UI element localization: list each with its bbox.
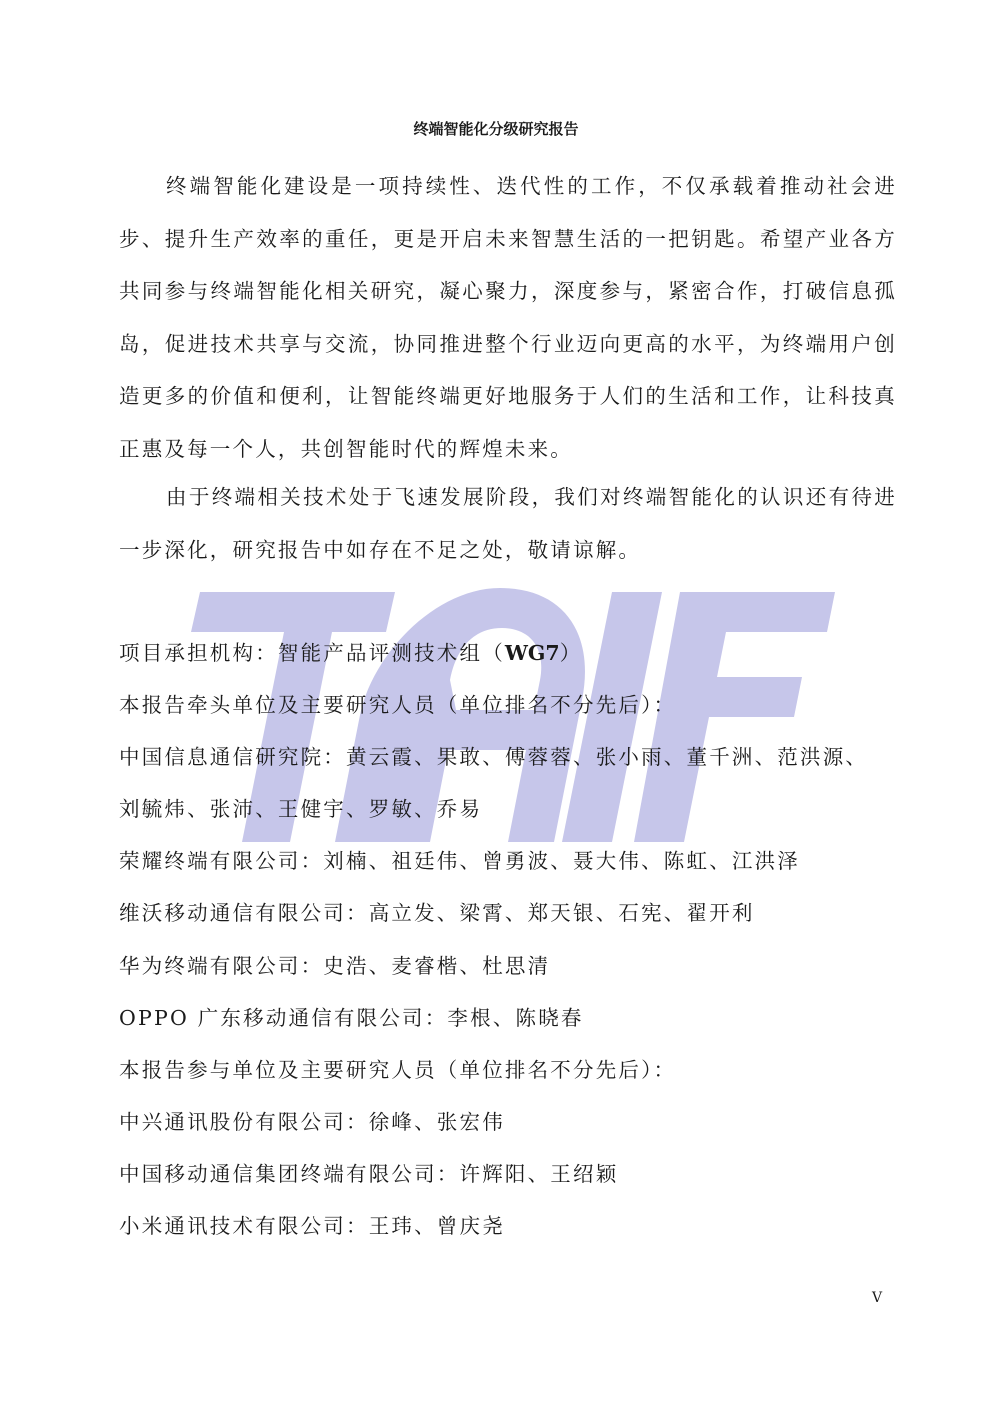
lead-unit-line: 刘毓炜、张沛、王健宇、罗敏、乔易 [119, 797, 483, 822]
participant-unit-line: 中兴通讯股份有限公司：徐峰、张宏伟 [119, 1109, 505, 1134]
lead-unit-line: 中国信息通信研究院：黄云霞、果敢、傅蓉蓉、张小雨、董千洲、范洪源、 [119, 745, 869, 770]
lead-unit-line: OPPO 广东移动通信有限公司：李根、陈晓春 [119, 1005, 584, 1030]
lead-unit-line: 荣耀终端有限公司：刘楠、祖廷伟、曾勇波、聂大伟、陈虹、江洪泽 [119, 849, 800, 874]
lead-unit-line: 维沃移动通信有限公司：高立发、梁霄、郑天银、石宪、翟开利 [119, 901, 755, 926]
participant-unit-line: 小米通讯技术有限公司：王玮、曾庆尧 [119, 1214, 505, 1239]
participant-units-heading: 本报告参与单位及主要研究人员（单位排名不分先后）： [119, 1057, 677, 1082]
undertaker-code: WG7 [504, 641, 560, 665]
lead-units-heading: 本报告牵头单位及主要研究人员（单位排名不分先后）： [119, 693, 677, 718]
undertaker-line [119, 627, 909, 679]
undertaker-prefix: 项目承担机构：智能产品评测技术组（ [119, 641, 505, 665]
lead-unit-line: 华为终端有限公司：史浩、麦睿楷、杜思清 [119, 953, 551, 978]
contributors-list [119, 627, 909, 1252]
disclaimer-paragraph: 由于终端相关技术处于飞速发展阶段，我们对终端智能化的认识还有待进一步深化，研究报告中如存在不足之处，敬请谅解。 [119, 485, 897, 562]
participant-unit-line: 中国移动通信集团终端有限公司：许辉阳、王绍颖 [119, 1161, 619, 1186]
intro-paragraph: 终端智能化建设是一项持续性、迭代性的工作，不仅承载着推动社会进步、提升生产效率的重任，更是开启未来智慧生活的一把钥匙。希望产业各方共同参与终端智能化相关研究，凝心聚力，深度参与，紧密合作，打破信息孤岛，促进技术共享与交流，协同推进整个行业迈向更高的水平，为终端用户创造更多的价值和便利，让智能终端更好地服务于人们的生活和工作，让科技真正惠及每一个人，共创智能时代的辉煌未来。 [119, 174, 897, 461]
page-title: 终端智能化分级研究报告 [413, 120, 579, 138]
undertaker-suffix: ） [559, 641, 583, 665]
page-number: V [872, 1290, 883, 1306]
